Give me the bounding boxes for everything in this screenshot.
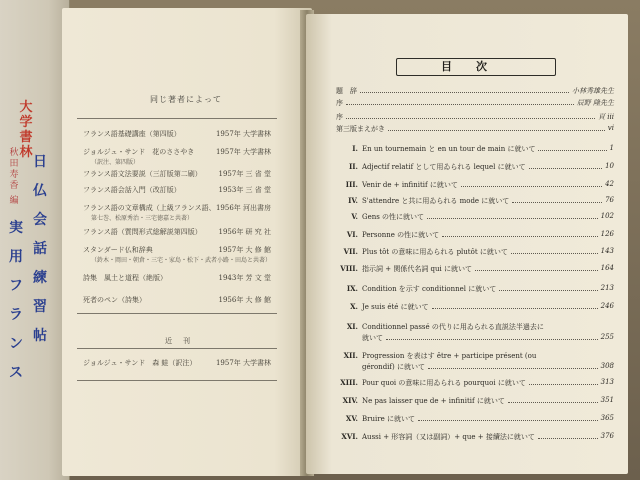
toc-page-number: 308 [600, 362, 614, 370]
toc-entry-title: 指示詞 + 関係代名詞 qui に就いて [362, 265, 472, 273]
toc-leader-dots [442, 236, 598, 237]
toc-entry-title: Venir de + infinitif に就いて [362, 181, 458, 189]
toc-page-number: 246 [600, 302, 614, 310]
book-title: スタンダード仏和辞典 [83, 246, 153, 254]
book-title: フランス語会話入門（改訂版） [83, 186, 181, 194]
toc-entry-title: Personne の性に就いて [362, 231, 440, 239]
book-title: 死者のペン（詩集） [83, 296, 146, 304]
toc-chapter-entry [330, 212, 620, 224]
toc-leader-dots [508, 402, 598, 403]
toc-chapter-number: III. [345, 180, 358, 189]
toc-chapter-number: X. [350, 302, 358, 311]
toc-page-number: 313 [600, 378, 614, 386]
toc-leader-dots [432, 308, 598, 309]
toc-leader-dots [529, 168, 602, 169]
toc-leader-dots [386, 339, 598, 340]
toc-page-number: 10 [605, 162, 614, 170]
toc-leader-dots [499, 290, 597, 291]
toc-chapter-number: I. [352, 144, 358, 153]
toc-page-number: 小林秀雄先生 [572, 87, 614, 95]
toc-heading: 目次 [396, 58, 556, 76]
toc-chapter-number: VII. [343, 247, 358, 256]
toc-leader-dots [538, 438, 598, 439]
toc-page-number: 351 [600, 396, 614, 404]
forthcoming-title: ジョルジュ・サンド 森 蛙（訳注） [83, 359, 197, 367]
toc-chapter-entry [330, 284, 620, 296]
toc-chapter-entry [330, 247, 620, 259]
toc-entry-title: Pour quoi の意味に用ゐられる pourquoi に就いて [362, 379, 526, 387]
book-subtitle: （鈴木・岡田・朝倉・三宅・家島・松下・武者小路・田島と共著） [91, 257, 272, 264]
toc-entry-title: Progression を表はす être + participe présent (ou [362, 352, 537, 360]
toc-entry-title: Condition を示す conditionnel に就いて [362, 285, 497, 293]
toc-chapter-number: XII. [343, 351, 358, 360]
book-title: 詩集 風土と道程（絶版） [83, 274, 167, 282]
toc-entry-title: Bruire に就いて [362, 415, 415, 423]
spine-authors: 秋田寿香 [9, 148, 19, 191]
toc-entry-title: Plus tôt の意味に用ゐられる plutôt に就いて [362, 248, 508, 256]
book-title: フランス語文法要説（三訂版第二刷） [83, 170, 202, 178]
toc-front-entry [330, 86, 620, 98]
toc-chapter-number: VI. [346, 230, 358, 239]
toc-chapter-entry [330, 302, 620, 314]
toc-page-number: 辰野 隆先生 [576, 99, 614, 107]
toc-chapter-entry [330, 322, 620, 342]
toc-chapter-entry [330, 144, 620, 156]
toc-leader-dots [512, 202, 602, 203]
toc-leader-dots [360, 92, 569, 93]
toc-entry-title: Ne pas laisser que de + infinitif に就いて [362, 397, 505, 405]
forthcoming-publisher: 1957年 大学書林 [215, 359, 271, 367]
book-title: ジョルジュ・サンド 花のささやき [83, 148, 195, 156]
toc-leader-dots [511, 253, 598, 254]
toc-chapter-entry [330, 180, 620, 192]
toc-front-entry [330, 124, 620, 136]
toc-entry-title: 序 [336, 99, 343, 107]
toc-page-number: 76 [605, 196, 614, 204]
forthcoming-entry [83, 358, 271, 368]
book-publisher: 1956年 河出書房 [215, 204, 271, 212]
toc-chapter-number: VIII. [340, 264, 358, 273]
spine-title-bottom: 実用フランス [9, 220, 23, 381]
toc-leader-dots [428, 368, 598, 369]
toc-chapter-entry [330, 414, 620, 426]
toc-chapter-entry [330, 264, 620, 276]
spine-title-top: 日仏会話練習帖 [33, 154, 47, 344]
toc-leader-dots [427, 218, 598, 219]
book-publisher: 1957年 三 省 堂 [218, 170, 271, 178]
toc-chapter-number: IV. [348, 196, 358, 205]
book-publisher: 1957年 大 修 館 [218, 246, 271, 254]
book-title: フランス語の文章構成（上級フランス語、 [83, 204, 216, 212]
toc-entry-title-continued: 就いて [362, 334, 383, 342]
toc-chapter-entry [330, 230, 620, 242]
book-publisher: 1957年 大学書林 [215, 148, 271, 156]
toc-entry-title: Je suis été に就いて [362, 303, 429, 311]
toc-chapter-entry [330, 432, 620, 444]
toc-page-number: 頁 iii [598, 113, 614, 121]
toc-chapter-number: II. [349, 162, 358, 171]
book-publisher: 1956年 研 究 社 [218, 228, 271, 236]
book-jacket-spine [0, 0, 70, 480]
toc-chapter-entry [330, 196, 620, 208]
toc-entry-title: 題 辞 [336, 87, 357, 95]
toc-page-number: 102 [600, 212, 614, 220]
toc-chapter-number: XVI. [341, 432, 358, 441]
toc-page-number: 164 [600, 264, 614, 272]
book-publisher: 1957年 大学書林 [215, 130, 271, 138]
toc-leader-dots [538, 150, 606, 151]
forthcoming-heading: 近 刊 [165, 337, 192, 345]
book-publisher: 1953年 三 省 堂 [218, 186, 271, 194]
toc-entry-title: Adjectif relatif として用ゐられる lequel に就いて [362, 163, 526, 171]
toc-leader-dots [461, 186, 602, 187]
toc-chapter-entry [330, 162, 620, 174]
toc-chapter-number: XI. [346, 322, 358, 331]
toc-entry-title-continued: gérondif) に就いて [362, 363, 425, 371]
toc-chapter-number: V. [351, 212, 358, 221]
spine-editor-mark: 編 [9, 196, 19, 206]
book-subtitle: 第七巻、松原秀治・三宅徳嘉と共著） [91, 215, 194, 222]
toc-chapter-number: XIV. [342, 396, 358, 405]
toc-leader-dots [529, 384, 598, 385]
book-title: フランス語（質問形式総解説第四版） [83, 228, 202, 236]
toc-page-number: vi [607, 124, 614, 132]
toc-entry-title: 第三版まえがき [336, 125, 385, 133]
toc-page-number: 143 [600, 247, 614, 255]
toc-page-number: 1 [609, 144, 614, 152]
toc-front-entry [330, 98, 620, 110]
toc-page-number: 376 [600, 432, 614, 440]
toc-entry-title: Aussi + 形容詞（又は副詞）+ que + 接續法に就いて [362, 433, 535, 441]
book-publisher: 1943年 芳 文 堂 [218, 274, 271, 282]
toc-chapter-entry [330, 396, 620, 408]
toc-chapter-number: XV. [345, 414, 358, 423]
toc-entry-title: S'attendre と共に用ゐられる mode に就いて [362, 197, 510, 205]
forthcoming-rule-top [77, 348, 277, 349]
toc-entry-title: Gens の性に就いて [362, 213, 425, 221]
toc-leader-dots [475, 270, 598, 271]
forthcoming-rule-bottom [77, 380, 277, 381]
same-author-book-list [77, 118, 277, 314]
book-subtitle: （訳注、第四版） [91, 159, 140, 166]
toc-entry-title: Conditionnel passé の代りに用ゐられる直説法半過去に [362, 323, 544, 331]
toc-page-number: 42 [605, 180, 614, 188]
toc-entry-title: 序 [336, 113, 343, 121]
spine-publisher: 大学書林 [19, 100, 33, 160]
toc-leader-dots [346, 104, 574, 105]
toc-page-number: 126 [600, 230, 614, 238]
toc-leader-dots [388, 130, 605, 131]
toc-chapter-entry [330, 351, 620, 371]
toc-front-entry [330, 112, 620, 124]
toc-chapter-entry [330, 378, 620, 390]
book-title: フランス語基礎講座（第四版） [83, 130, 181, 138]
toc-page-number: 213 [600, 284, 614, 292]
toc-leader-dots [418, 420, 598, 421]
book-publisher: 1956年 大 修 館 [218, 296, 271, 304]
toc-entry-title: En un tournemain と en un tour de main に就いて [362, 145, 536, 153]
toc-chapter-number: IX. [346, 284, 358, 293]
toc-page-number: 365 [600, 414, 614, 422]
toc-leader-dots [346, 118, 595, 119]
toc-chapter-number: XIII. [340, 378, 358, 387]
toc-page-number: 255 [600, 333, 614, 341]
same-author-heading: 同じ著者によって [150, 95, 222, 104]
